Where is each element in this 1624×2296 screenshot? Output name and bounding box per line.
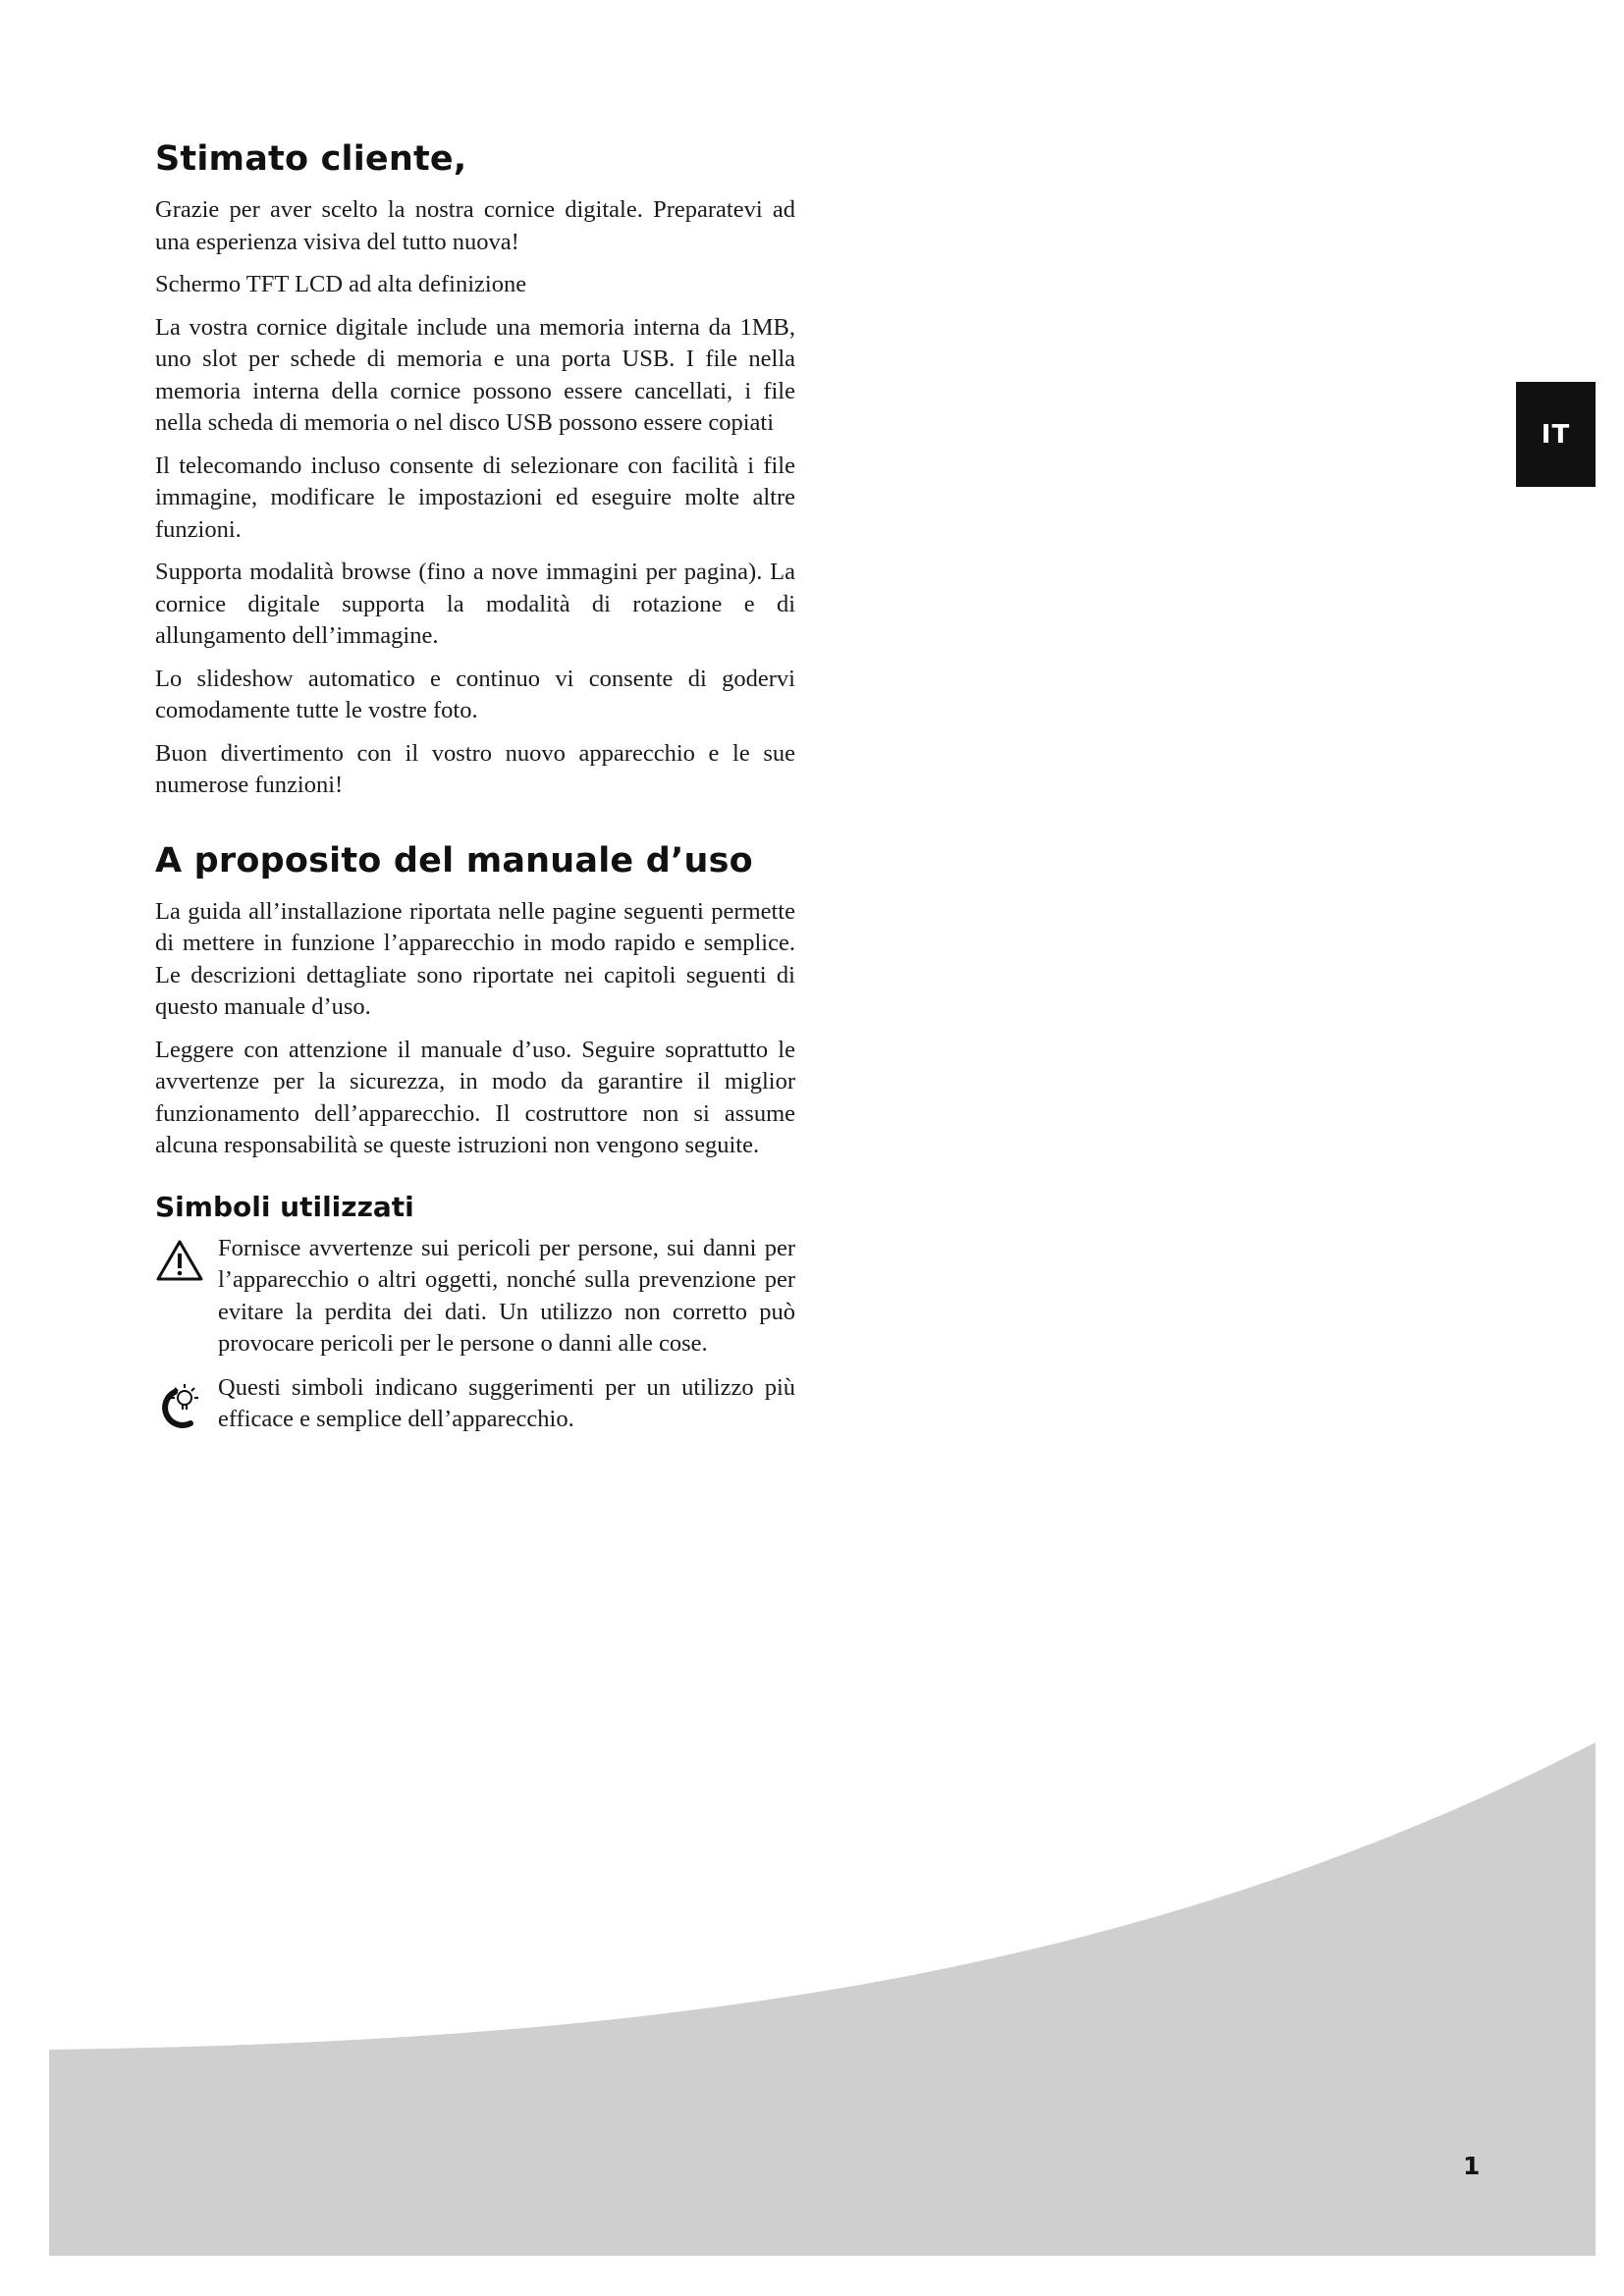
warning-symbol-text: Fornisce avvertenze sui pericoli per persone, sui danni per l’apparecchio o altri oggetti, nonché sulla prevenzione per evitare la perdita dei dati. Un utilizzo non corretto può provocare pericoli per le persone o danni alle cose.: [218, 1234, 795, 1357]
paragraph-guide: La guida all’installazione riportata nelle pagine seguenti permette di mettere in funzione l’apparecchio in modo rapido e semplice. Le descrizioni dettagliate sono riportate nei capitoli seguenti di questo manuale d’uso.: [155, 897, 795, 1020]
tip-symbol-text: Questi simboli indicano suggerimenti per un utilizzo più efficace e semplice dell’apparecchio.: [218, 1373, 795, 1432]
tip-symbol-row: [155, 1372, 795, 1438]
paragraph-browse: Supporta modalità browse (fino a nove immagini per pagina). La cornice digitale supporta la modalità di rotazione e di allungamento dell’immagine.: [155, 559, 795, 649]
main-content: [155, 137, 795, 1450]
lightbulb-tip-icon: [155, 1372, 218, 1438]
language-tab-label: IT: [1541, 419, 1571, 450]
paragraph-read-carefully: Leggere con attenzione il manuale d’uso. Seguire soprattutto le avvertenze per la sicurezza, in modo da garantire il miglior funzionamento dell’apparecchio. Il costruttore non si assume alcuna responsabilità se queste istruzioni non vengono seguite.: [155, 1036, 795, 1158]
section-title-symbols: Simboli utilizzati: [155, 1190, 414, 1223]
page-number: 1: [1463, 2152, 1481, 2180]
paragraph-slideshow: Lo slideshow automatico e continuo vi consente di godervi comodamente tutte le vostre foto.: [155, 665, 795, 723]
section-title-greeting: Stimato cliente,: [155, 139, 467, 179]
paragraph-screen: Schermo TFT LCD ad alta definizione: [155, 271, 527, 297]
warning-triangle-icon: [155, 1233, 218, 1287]
language-tab: [1516, 382, 1596, 487]
paragraph-intro: Grazie per aver scelto la nostra cornice digitale. Preparatevi ad una esperienza visiva del tutto nuova!: [155, 196, 795, 255]
paragraph-remote: Il telecomando incluso consente di selezionare con facilità i file immagine, modificare le impostazioni ed eseguire molte altre funzioni.: [155, 452, 795, 543]
paragraph-enjoy: Buon divertimento con il vostro nuovo apparecchio e le sue numerose funzioni!: [155, 739, 795, 798]
paragraph-memory: La vostra cornice digitale include una memoria interna da 1MB, uno slot per schede di memoria e una porta USB. I file nella memoria interna della cornice possono essere cancellati, i file nella scheda di memoria o nel disco USB possono essere copiati: [155, 313, 795, 436]
section-title-manual: A proposito del manuale d’uso: [155, 840, 753, 881]
warning-symbol-row: [155, 1233, 795, 1361]
